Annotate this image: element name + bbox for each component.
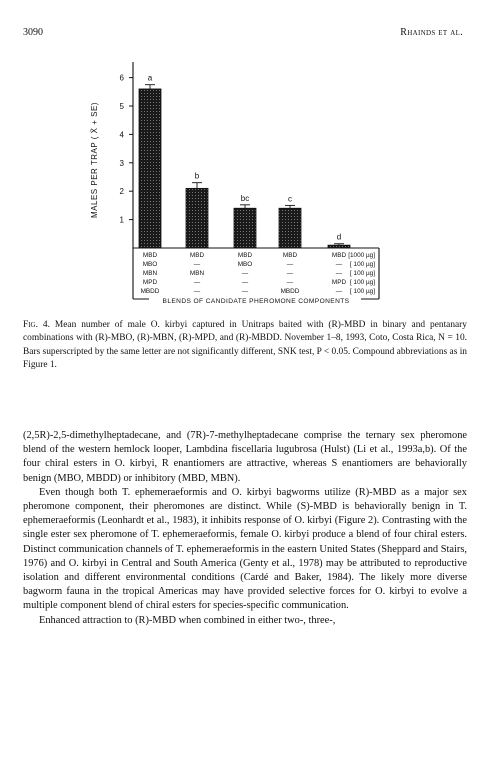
y-axis-label: MALES PER TRAP ( X̄ + SE) — [90, 102, 99, 218]
blend-cell: MBDD — [140, 288, 160, 295]
blend-cell: MBD — [142, 252, 158, 259]
y-tick-label: 1 — [119, 215, 124, 225]
bars — [139, 74, 350, 248]
blend-cell: MBD — [282, 252, 298, 259]
bar — [186, 188, 208, 248]
blend-cell: MPD — [331, 279, 347, 286]
significance-letter: c — [288, 194, 292, 204]
blend-cell: — — [335, 270, 343, 277]
figure-caption — [23, 319, 467, 373]
y-tick-label: 6 — [119, 73, 124, 83]
blend-cell: MPD — [142, 279, 158, 286]
blend-cell: — — [286, 261, 294, 268]
running-head: Rhainds et al. — [400, 27, 463, 38]
blend-cell: — — [241, 288, 249, 295]
blend-cell: — — [335, 288, 343, 295]
y-tick-label: 3 — [119, 158, 124, 168]
blend-cell: MBD — [237, 252, 253, 259]
caption-text: Mean number of male O. kirbyi captured in Unitraps baited with (R)-MBD in binary and pentanary combinations with (R)-MBO, (R)-MBN, (R)-MPD, and (R)-MBDD. November 1–8, 1993, Coto, Costa Rica, N = 10. Bars superscripted by the same letter are not significantly different, SNK test, P < 0.05. Compound abbreviations as in Figure 1. — [23, 320, 467, 371]
paragraph: (2,5R)-2,5-dimethylheptadecane, and (7R)-7-methylheptadecane comprise the ternary sex pheromone blend of the western hemlock looper, Lambdina fiscellaria lugubrosa (Hulst) (Li et al., 1993a,b). Of the four chiral esters in O. kirbyi, R enantiomers are attractive, whereas S enantiomers are behaviorally benign (MBO, MBDD) or inhibitory (MBD, MBN). — [23, 430, 467, 484]
figure-label: Fig. 4. — [23, 320, 50, 330]
axes — [90, 62, 379, 305]
blend-cell: MBN — [142, 270, 158, 277]
dose-label: [1000 µg] — [348, 252, 375, 259]
body-text — [23, 429, 467, 628]
bar — [328, 245, 350, 248]
blend-cell: MBD — [331, 252, 347, 259]
x-axis-label: BLENDS OF CANDIDATE PHEROMONE COMPONENTS — [162, 298, 350, 305]
dose-label: [ 100 µg] — [349, 279, 375, 286]
bar-chart — [0, 0, 491, 320]
blend-cell: MBO — [237, 261, 253, 268]
blend-table — [141, 252, 376, 295]
paragraph: Enhanced attraction to (R)-MBD when combined in either two-, three-, — [39, 614, 336, 626]
bar — [279, 208, 301, 248]
blend-cell: MBDD — [280, 288, 300, 295]
y-tick-label: 4 — [119, 130, 124, 140]
dose-label: [ 100 µg] — [349, 270, 375, 277]
blend-cell: MBD — [189, 252, 205, 259]
blend-cell: MBN — [189, 270, 205, 277]
bar — [234, 208, 256, 248]
blend-cell: — — [241, 270, 249, 277]
blend-cell: MBO — [142, 261, 158, 268]
significance-letter: b — [194, 171, 200, 181]
bar — [139, 89, 161, 248]
significance-letter: a — [147, 73, 153, 83]
blend-cell: — — [193, 279, 201, 286]
blend-cell: — — [286, 270, 294, 277]
blend-cell: — — [193, 261, 201, 268]
blend-cell: — — [286, 279, 294, 286]
dose-label: [ 100 µg] — [349, 288, 375, 295]
blend-cell: — — [241, 279, 249, 286]
y-tick-label: 5 — [119, 102, 124, 111]
y-tick-label: 2 — [119, 187, 124, 197]
significance-letter: d — [336, 232, 342, 242]
dose-label: [ 100 µg] — [349, 261, 375, 268]
blend-cell: — — [193, 288, 201, 295]
paragraph: Even though both T. ephemeraeformis and O. kirbyi bagworms utilize (R)-MBD as a major sex pheromone component, their pheromones are distinct. While (S)-MBD is behaviorally benign in T. ephemeraeformis (Leonhardt et al., 1983), it inhibits response of O. kirbyi (Figure 2). Contrasting with the single ester sex pheromone of T. ephemeraeformis, female O. kirbyi produce a blend of four chiral esters. Distinct communication channels of T. ephemeraeformis in the eastern United States (Sheppard and Stairs, 1976) and O. kirbyi in Central and South America (Genty et al., 1978) may be attributed to reproductive isolation and different environmental conditions (Cardé and Baker, 1984). The likely more diverse bagworm fauna in the tropical Americas may have provided selective forces for O. kirbyi to evolve a multiple component blend of chiral esters for species-specific communication. — [23, 486, 467, 612]
significance-letter: bc — [240, 193, 250, 203]
page-number: 3090 — [23, 27, 43, 38]
blend-cell: — — [335, 261, 343, 268]
